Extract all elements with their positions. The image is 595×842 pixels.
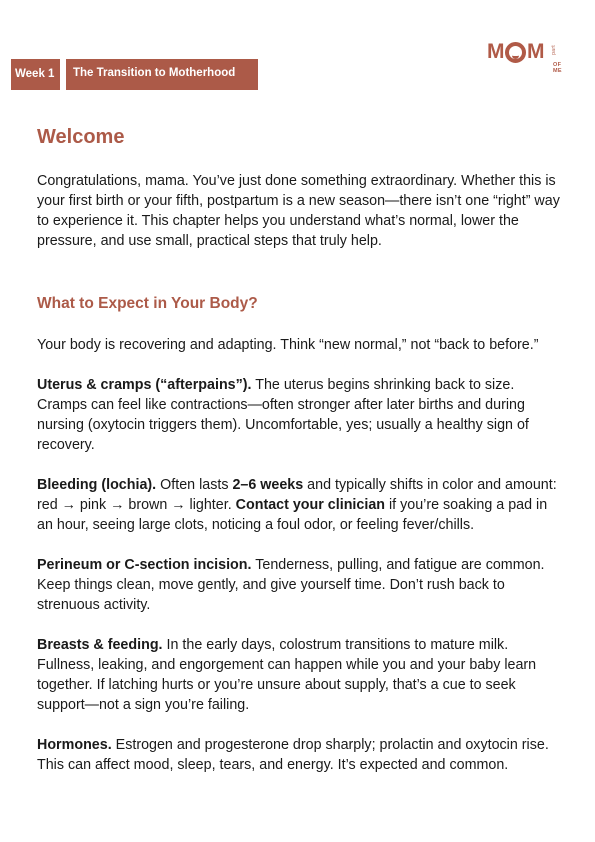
hormones-paragraph	[37, 735, 567, 775]
body-section-heading: What to Expect in Your Body?	[37, 295, 258, 312]
bleeding-text-1: Often lasts	[156, 477, 233, 493]
bleeding-duration: 2–6 weeks	[232, 477, 304, 493]
week-badge: Week 1	[11, 59, 60, 90]
uterus-paragraph	[37, 375, 567, 455]
bleeding-paragraph	[37, 475, 567, 535]
brand-logo	[487, 40, 567, 74]
bleeding-title: Bleeding (lochia).	[37, 477, 157, 493]
breasts-text: In the early days, colostrum transitions to mature milk. Fullness, leaking, and engorgement can happen while you and your baby learn together. If latching hurts or you’re unsure about supply, that’s a cue to seek support—not a sign you’re failing.	[37, 637, 537, 713]
breasts-paragraph	[37, 635, 567, 715]
perineum-title: Perineum or C-section incision.	[37, 557, 252, 573]
hormones-text: Estrogen and progesterone drop sharply; prolactin and oxytocin rise. This can affect mood, sleep, tears, and energy. It’s expected and common.	[37, 737, 549, 773]
breasts-title: Breasts & feeding.	[37, 637, 163, 653]
perineum-paragraph	[37, 555, 567, 615]
logo-subtitle: OF ME	[553, 62, 562, 74]
uterus-title: Uterus & cramps (“afterpains”).	[37, 377, 252, 393]
bleeding-text-3: if you’re soaking a pad in an hour, seeing large clots, noticing a foul odor, or feeling fever/chills.	[37, 497, 548, 533]
welcome-heading: Welcome	[37, 126, 125, 148]
body-lead-paragraph: Your body is recovering and adapting. Think “new normal,” not “back to before.”	[37, 337, 539, 353]
logo-small-text: part	[551, 45, 557, 55]
hormones-title: Hormones.	[37, 737, 112, 753]
perineum-text: Tenderness, pulling, and fatigue are common. Keep things clean, move gently, and give yourself time. Don’t rush back to strenuous activity.	[37, 557, 545, 613]
logo-wordmark: M M	[487, 40, 544, 63]
welcome-paragraph: Congratulations, mama. You’ve just done something extraordinary. Whether this is your first birth or your fifth, postpartum is a new season—there isn’t one “right” way to experience it. This chapter helps you understand what’s normal, lower the pressure, and use small, practical steps that truly help.	[37, 173, 560, 249]
bleeding-text-2: and typically shifts in color and amount: red → pink → brown → lighter.	[37, 477, 557, 513]
chapter-title-badge: The Transition to Motherhood	[66, 59, 258, 90]
bleeding-cta: Contact your clinician	[235, 497, 386, 513]
smile-icon	[505, 42, 526, 63]
uterus-text: The uterus begins shrinking back to size. Cramps can feel like contractions—often stronger after later births and during nursing (oxytocin triggers them). Uncomfortable, yes; usually a healthy sign of recovery.	[37, 377, 529, 453]
